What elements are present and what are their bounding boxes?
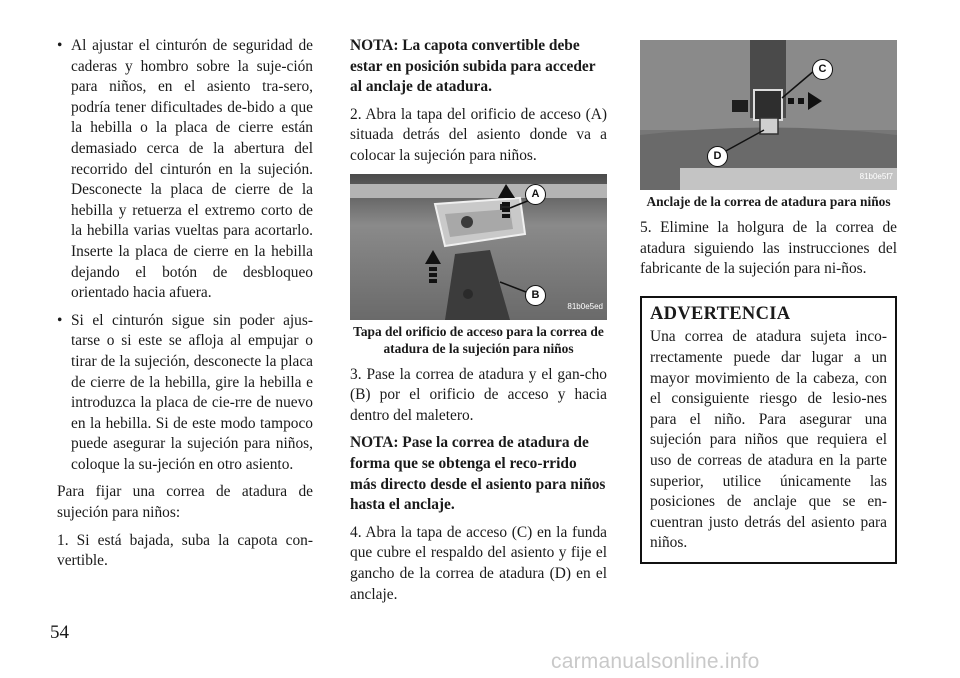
bullet-buckle-adjust: • Al ajustar el cinturón de seguridad de caderas y hombro sobre la suje-ción para niños, en el asiento tra-sero, podría tener dificultades de-bido a que la hebilla o la placa de cierre están demasiado cerca de la abertura del recorrido del cinturón en la sujeción. Desconecte la placa de cierre de la hebilla y retuerza el extremo corto de la hebilla varias vueltas para acortarlo. Inserte la placa de cierre en la hebilla dejando el botón de desbloqueo orientado hacia afuera. — [57, 36, 313, 304]
note-convertible-top: NOTA: La capota convertible debe estar en posición subida para acceder al anclaje de atadura. — [350, 37, 596, 96]
column-right — [640, 36, 897, 564]
warning-box — [640, 296, 897, 564]
step-4: 4. Abra la tapa de acceso (C) en la funda que cubre el respaldo del asiento y fije el gancho de la correa de atadura (D) en el anclaje. — [350, 523, 607, 603]
watermark[interactable]: carmanualsonline.info — [551, 650, 760, 673]
note-strap-route: NOTA: Pase la correa de atadura de forma que se obtenga el reco-rrido más directo desde el asiento para niños hasta el anclaje. — [350, 434, 606, 514]
warning-text: Una correa de atadura sujeta inco-rrectamente puede dar lugar a un mayor movimiento de la cabeza, con el consiguiente riesgo de lesio-nes para el niño. Para asegurar una sujeción para niños que requiera el uso de correas de atadura en la parte superior, utilice únicamente las posiciones de anclaje que se en-cuentran justo detrás del asiento para niños. — [650, 328, 887, 552]
bullet-belt-not-tight: • Si el cinturón sigue sin poder ajus-tarse o si este se afloja al empujar o tirar de la sujeción, desconecte la placa de cierre de la hebilla, gire la hebilla e introduzca la placa de cie-rre de nuevo en la hebilla. Si de este modo tampoco puede asegurar la sujeción para niños, coloque la su-jeción en otro asiento. — [57, 311, 313, 476]
figure-access-cover — [350, 174, 607, 320]
figure-code: 81b0e5ed — [567, 301, 603, 311]
warning-title: ADVERTENCIA — [650, 303, 791, 324]
tether-intro: Para fijar una correa de atadura de sujeción para niños: — [57, 483, 313, 522]
tether-anchor-illustration — [640, 40, 897, 190]
step-5: 5. Elimine la holgura de la correa de atadura siguiendo las instrucciones del fabricante de la sujeción para ni-ños. — [640, 219, 897, 278]
page-number: 54 — [50, 622, 69, 643]
step-2: 2. Abra la tapa del orificio de acceso (A) situada detrás del asiento donde va a colocar la sujeción para niños. — [350, 105, 607, 164]
figure-caption-access-cover: Tapa del orificio de acceso para la correa de atadura de la sujeción para niños — [353, 323, 604, 356]
callout-a: A — [525, 184, 546, 205]
column-middle — [350, 36, 607, 612]
figure-code: 81b0e5f7 — [859, 172, 893, 182]
figure-tether-anchor — [640, 40, 897, 190]
callout-b: B — [525, 285, 546, 306]
step-3: 3. Pase la correa de atadura y el gan-cho (B) por el orificio de acceso y hacia dentro del maletero. — [350, 365, 607, 424]
callout-d: D — [707, 146, 728, 167]
callout-c: C — [812, 59, 833, 80]
figure-caption-tether-anchor: Anclaje de la correa de atadura para niños — [646, 194, 891, 209]
column-left — [57, 36, 313, 579]
step-1: 1. Si está bajada, suba la capota con-vertible. — [57, 531, 313, 570]
